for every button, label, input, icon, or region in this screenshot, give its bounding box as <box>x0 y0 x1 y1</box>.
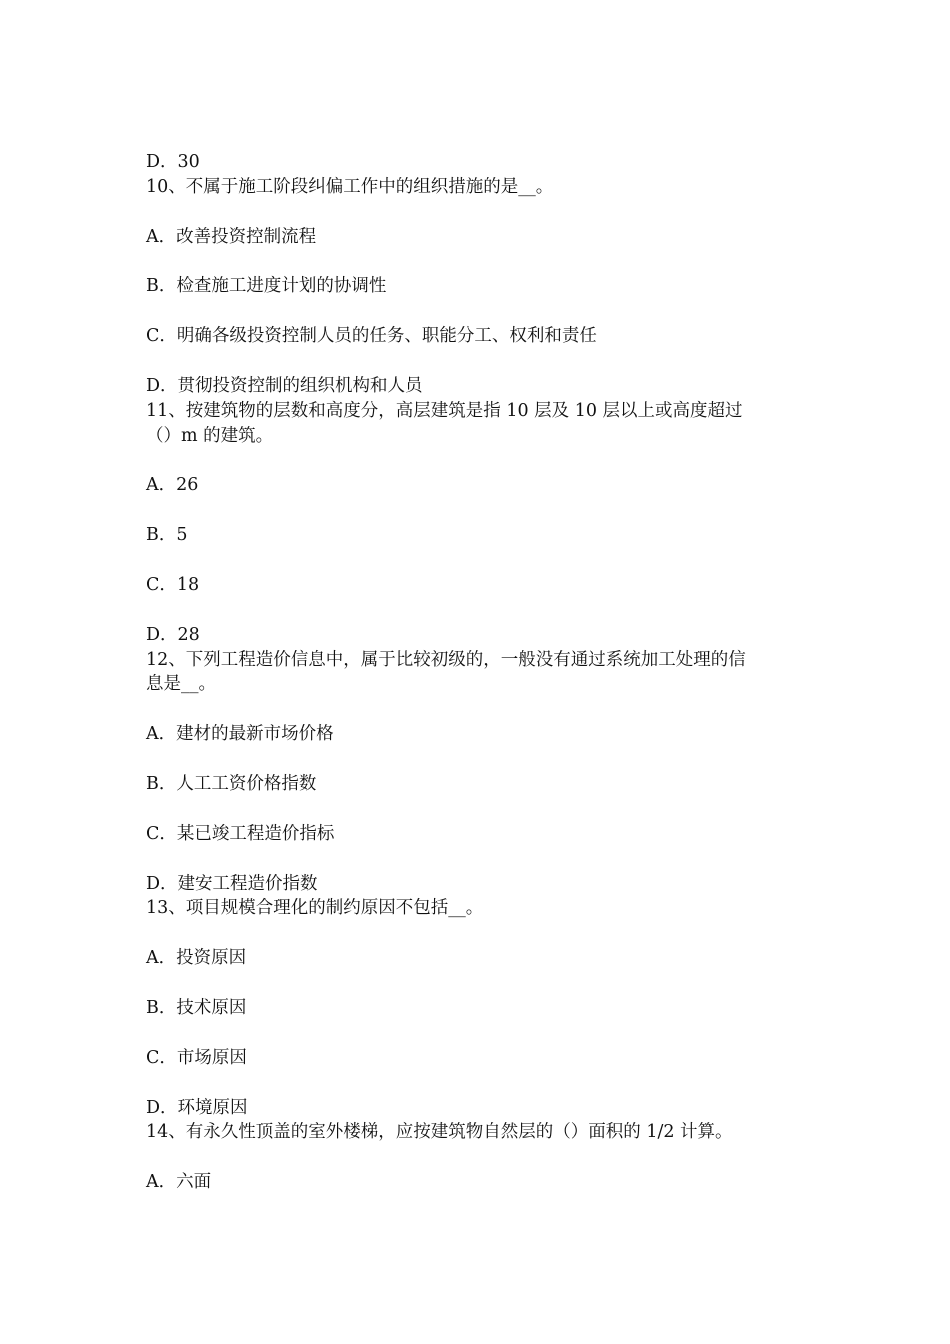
question-13-option-a: A．投资原因 <box>146 948 247 969</box>
question-13-stem: 13、项目规模合理化的制约原因不包括__。 <box>146 898 484 919</box>
question-11-option-d: D．28 <box>146 624 200 645</box>
question-11-stem-line1: 11、按建筑物的层数和高度分，高层建筑是指 10 层及 10 层以上或高度超过 <box>146 400 743 421</box>
question-12-option-c: C．某已竣工程造价指标 <box>146 823 335 844</box>
question-11-option-c: C．18 <box>146 574 200 595</box>
question-12-option-b: B．人工工资价格指数 <box>146 773 317 794</box>
question-11-option-a: A．26 <box>146 475 199 496</box>
question-12-option-a: A．建材的最新市场价格 <box>146 724 334 745</box>
question-12-stem-line1: 12、下列工程造价信息中，属于比较初级的，一般没有通过系统加工处理的信 <box>146 649 746 670</box>
question-13-option-d: D．环境原因 <box>146 1097 248 1118</box>
document-content <box>146 150 816 1195</box>
question-10-option-b: B．检查施工进度计划的协调性 <box>146 276 387 297</box>
question-14-option-a: A．六面 <box>146 1172 212 1193</box>
question-11-stem-line2: （）m 的建筑。 <box>146 425 274 446</box>
question-12-option-d: D．建安工程造价指数 <box>146 873 318 894</box>
question-10-option-d: D．贯彻投资控制的组织机构和人员 <box>146 375 423 396</box>
question-13-option-b: B．技术原因 <box>146 997 247 1018</box>
question-10-stem: 10、不属于施工阶段纠偏工作中的组织措施的是__。 <box>146 176 554 197</box>
question-13-option-c: C．市场原因 <box>146 1047 247 1068</box>
question-10-option-a: A．改善投资控制流程 <box>146 226 317 247</box>
option-d-previous: D．30 <box>146 152 200 172</box>
question-10-option-c: C．明确各级投资控制人员的任务、职能分工、权利和责任 <box>146 326 597 347</box>
question-14-stem: 14、有永久性顶盖的室外楼梯，应按建筑物自然层的（）面积的 1/2 计算。 <box>146 1122 733 1143</box>
question-11-option-b: B．5 <box>146 525 188 546</box>
question-12-stem-line2: 息是__。 <box>146 674 216 695</box>
